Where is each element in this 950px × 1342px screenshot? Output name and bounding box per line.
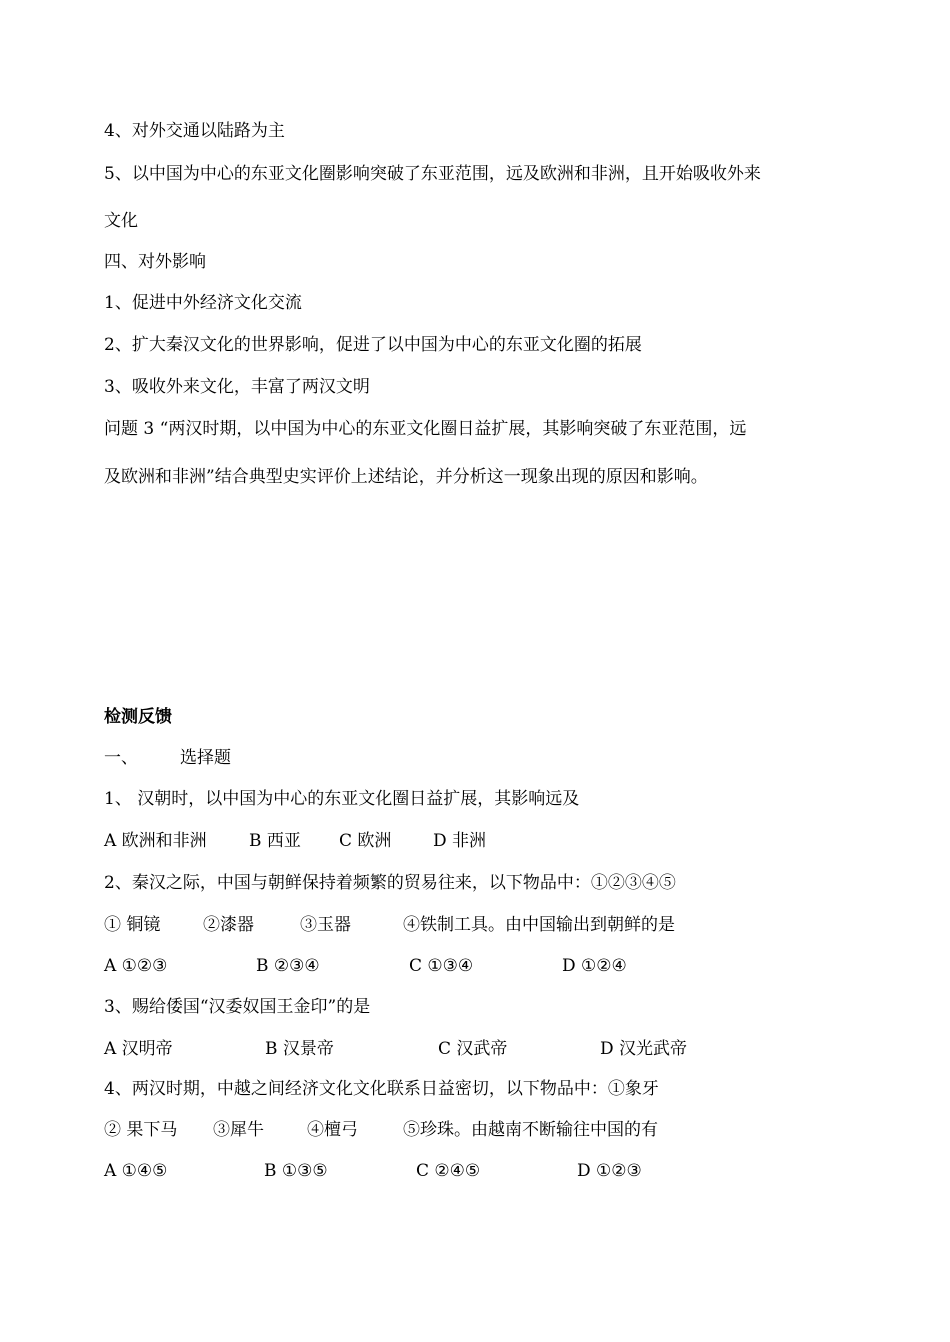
q2-item: ④铁制工具。由中国输出到朝鲜的是 — [403, 915, 675, 935]
section3-item4: 4、对外交通以陆路为主 — [104, 121, 285, 141]
question3-line1: 问题 3 “两汉时期，以中国为中心的东亚文化圈日益扩展，其影响突破了东亚范围，远 — [104, 419, 747, 439]
q1-option-b: B 西亚 — [249, 831, 301, 851]
q2-option-a: A ①②③ — [104, 956, 168, 976]
q1-option-c: C 欧洲 — [339, 831, 392, 851]
section-title: 选择题 — [180, 748, 231, 768]
question3-line2: 及欧洲和非洲”结合典型史实评价上述结论，并分析这一现象出现的原因和影响。 — [104, 467, 708, 487]
section4-item: 3、吸收外来文化，丰富了两汉文明 — [104, 377, 370, 397]
q2-item: ① 铜镜 — [104, 915, 161, 935]
q2-stem: 2、秦汉之际，中国与朝鲜保持着频繁的贸易往来，以下物品中：①②③④⑤ — [104, 873, 676, 893]
q3-option-a: A 汉明帝 — [104, 1039, 173, 1059]
q4-option-b: B ①③⑤ — [264, 1161, 328, 1181]
q3-stem: 3、赐给倭国“汉委奴国王金印”的是 — [104, 997, 371, 1017]
section4-heading: 四、对外影响 — [104, 252, 206, 272]
q2-option-d: D ①②④ — [562, 956, 627, 976]
q4-item: ④檀弓 — [307, 1120, 358, 1140]
q3-option-c: C 汉武帝 — [438, 1039, 508, 1059]
q4-item: ③犀牛 — [213, 1120, 264, 1140]
q1-option-d: D 非洲 — [433, 831, 487, 851]
q4-option-c: C ②④⑤ — [416, 1161, 481, 1181]
q4-stem: 4、两汉时期，中越之间经济文化文化联系日益密切，以下物品中：①象牙 — [104, 1079, 659, 1099]
q2-option-b: B ②③④ — [256, 956, 320, 976]
q4-option-a: A ①④⑤ — [104, 1161, 168, 1181]
section3-item5-line2: 文化 — [104, 211, 138, 231]
q4-item: ⑤珍珠。由越南不断输往中国的有 — [403, 1120, 658, 1140]
section-number: 一、 — [104, 748, 138, 768]
q3-option-d: D 汉光武帝 — [600, 1039, 688, 1059]
q3-option-b: B 汉景帝 — [265, 1039, 334, 1059]
q4-item: ② 果下马 — [104, 1120, 178, 1140]
q1-stem: 1、 汉朝时，以中国为中心的东亚文化圈日益扩展，其影响远及 — [104, 789, 580, 809]
section4-item: 1、促进中外经济文化交流 — [104, 293, 302, 313]
section3-item5-line1: 5、以中国为中心的东亚文化圈影响突破了东亚范围，远及欧洲和非洲，且开始吸收外来 — [104, 164, 761, 184]
q2-item: ③玉器 — [300, 915, 351, 935]
q1-option-a: A 欧洲和非洲 — [104, 831, 207, 851]
q2-option-c: C ①③④ — [409, 956, 474, 976]
q4-option-d: D ①②③ — [577, 1161, 642, 1181]
section4-item: 2、扩大秦汉文化的世界影响，促进了以中国为中心的东亚文化圈的拓展 — [104, 335, 642, 355]
feedback-title: 检测反馈 — [104, 707, 172, 727]
q2-item: ②漆器 — [203, 915, 254, 935]
